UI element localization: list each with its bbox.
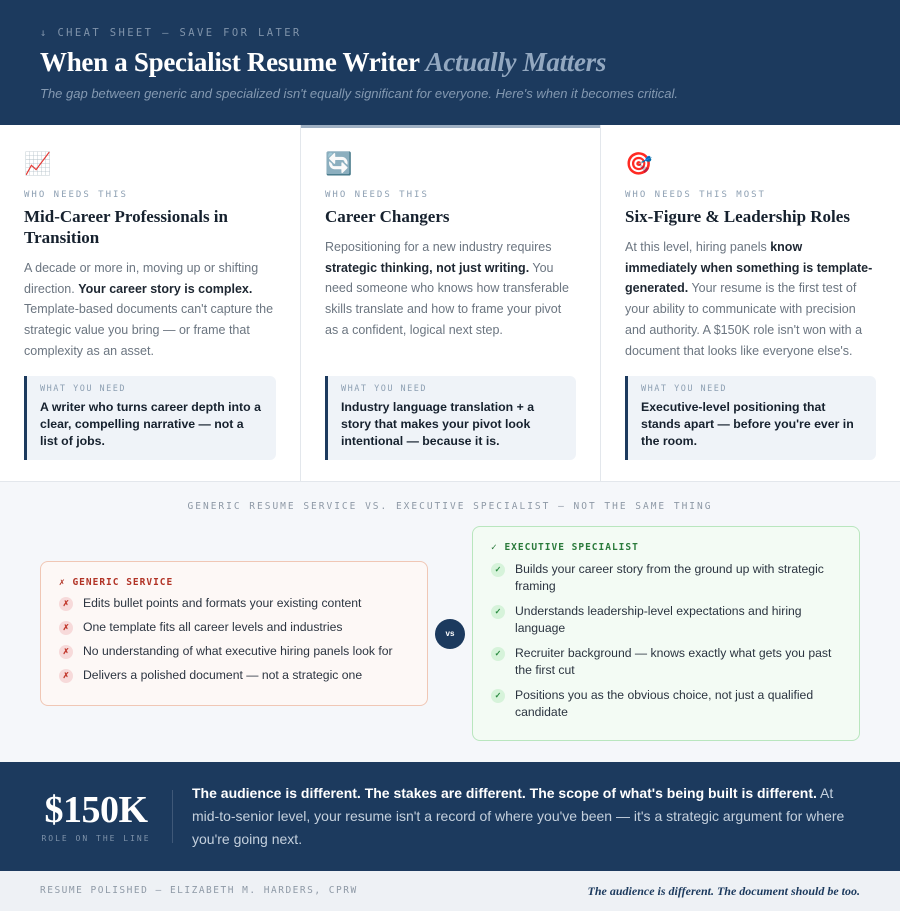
column-leadership-roles [600,125,900,481]
check-mark-icon: ✓ [491,563,505,577]
column-mid-career [0,125,300,481]
footer-credit: RESUME POLISHED — ELIZABETH M. HARDERS, CPRW [40,885,358,896]
column-body-text: You need someone who knows how transferable skills translate and how to frame your pivot as a confident, logical next step. [325,260,569,337]
list-item [59,619,409,636]
column-body [24,258,276,362]
list-item-text: Recruiter background — knows exactly what gets you past the first cut [515,646,832,677]
header [0,0,900,125]
footer [0,871,900,911]
stakes-text [192,782,862,851]
executive-specialist-box [472,526,860,741]
generic-service-box [40,561,428,706]
column-body-text: Template-based documents can't capture the strategic value you bring — or frame that complexity as an asset. [24,302,274,358]
what-you-need-box [24,376,276,460]
stat-label: ROLE ON THE LINE [41,834,151,843]
stat-number: $150K [44,789,148,831]
what-you-need-box [325,376,576,460]
comparison-heading: GENERIC RESUME SERVICE VS. EXECUTIVE SPECIALIST — NOT THE SAME THING [187,501,713,512]
page-title-accent: Actually Matters [425,47,607,77]
footer-tagline: The audience is different. The document should be too. [587,884,860,898]
need-label: WHAT YOU NEED [40,384,127,394]
column-body-text: Your resume is the first test of your ability to communicate with precision and authority. A $150K role isn't won with a document that looks like everyone else's. [625,281,863,358]
column-eyebrow: WHO NEEDS THIS MOST [625,190,766,200]
list-item-text: Understands leadership-level expectations and hiring language [515,604,802,635]
generic-service-label: ✗ GENERIC SERVICE [59,577,174,588]
page-title-main: When a Specialist Resume Writer [40,47,420,77]
need-label: WHAT YOU NEED [641,384,728,394]
executive-specialist-label: ✓ EXECUTIVE SPECIALIST [491,542,639,553]
list-item [59,595,409,612]
x-mark-icon: ✗ [59,621,73,635]
list-item [491,687,841,721]
audience-columns [0,125,900,482]
list-item [59,667,409,684]
need-text: Industry language translation + a story that makes your pivot look intentional — because it is. [341,400,535,448]
check-mark-icon: ✓ [491,689,505,703]
column-eyebrow: WHO NEEDS THIS [24,190,128,200]
list-item [491,645,841,679]
comparison-section [0,482,900,762]
repeat-arrows-icon: 🔄 [325,151,353,176]
stakes-text-rest: At mid-to-senior level, your resume isn't a record of where you've been — it's a strategic argument for where you're going next. [192,785,845,847]
vs-badge: vs [435,619,465,649]
column-body [625,237,876,361]
what-you-need-box [625,376,876,460]
column-body-emphasis: Your career story is complex. [78,281,253,296]
need-text: A writer who turns career depth into a clear, compelling narrative — not a list of jobs. [40,400,261,448]
need-text: Executive-level positioning that stands apart — before you're ever in the room. [641,400,854,448]
list-item-text: Positions you as the obvious choice, not just a qualified candidate [515,688,814,719]
list-item [491,561,841,595]
divider [172,790,173,843]
list-item-text: Edits bullet points and formats your existing content [83,596,362,610]
column-title: Six-Figure & Leadership Roles [625,207,850,226]
column-body-text: A decade or more in, moving up or shifting direction. [24,261,259,296]
x-mark-icon: ✗ [59,669,73,683]
chart-increasing-icon: 📈 [24,151,52,176]
stakes-text-emphasis: The audience is different. The stakes are different. The scope of what's being built is different. [192,785,817,801]
column-body-emphasis: strategic thinking, not just writing. [325,260,530,275]
header-eyebrow: ↓ CHEAT SHEET — SAVE FOR LATER [40,27,302,39]
check-mark-icon: ✓ [491,647,505,661]
x-mark-icon: ✗ [59,645,73,659]
column-body-text: Repositioning for a new industry requires [325,240,552,254]
column-title: Career Changers [325,207,450,226]
stakes-banner [0,762,900,871]
executive-specialist-list [491,561,841,721]
x-mark-icon: ✗ [59,597,73,611]
list-item-text: Builds your career story from the ground up with strategic framing [515,562,824,593]
stat-block [40,790,152,843]
column-body-text: At this level, hiring panels [625,240,771,254]
generic-service-list [59,595,409,684]
column-title: Mid-Career Professionals in Transition [24,207,228,247]
check-mark-icon: ✓ [491,605,505,619]
list-item-text: Delivers a polished document — not a strategic one [83,668,363,682]
column-body-emphasis: know immediately when something is template-generated. [625,240,873,296]
list-item [491,603,841,637]
target-icon: 🎯 [625,151,653,176]
need-label: WHAT YOU NEED [341,384,428,394]
page-subtitle: The gap between generic and specialized isn't equally significant for everyone. Here's when it becomes critical. [40,86,678,101]
column-eyebrow: WHO NEEDS THIS [325,190,429,200]
list-item-text: One template fits all career levels and industries [83,620,343,634]
page-title [40,47,860,78]
list-item-text: No understanding of what executive hiring panels look for [83,644,393,658]
column-career-changers [300,125,600,481]
list-item [59,643,409,660]
column-body [325,237,576,341]
